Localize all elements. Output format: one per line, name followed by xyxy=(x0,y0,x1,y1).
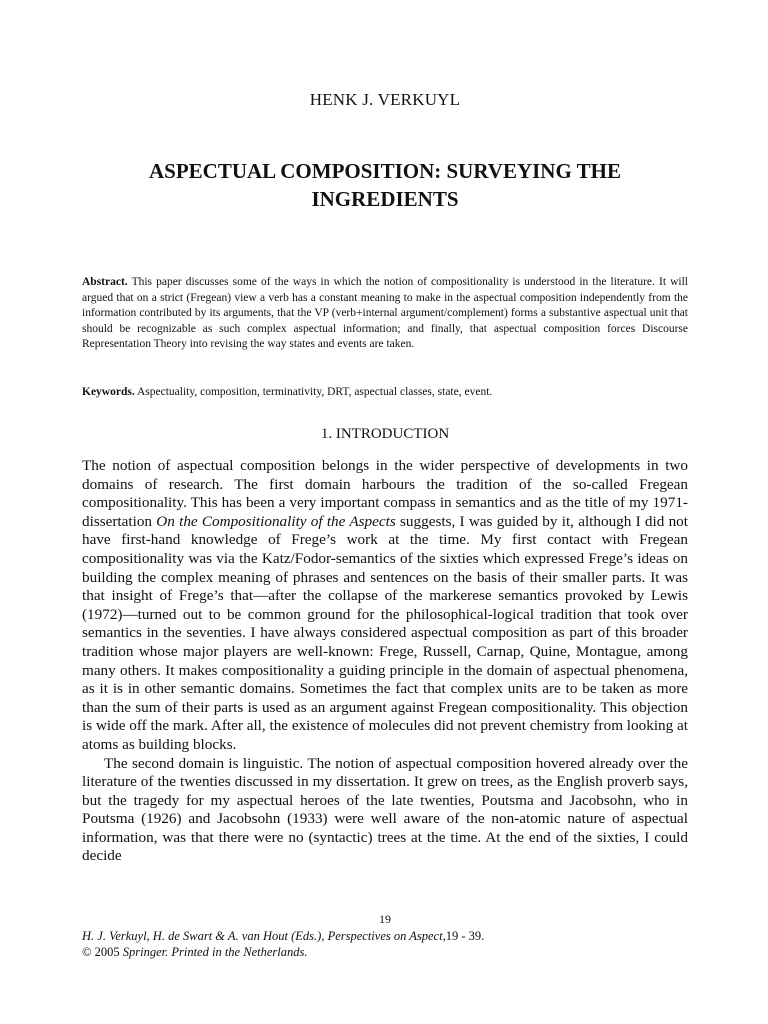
footer-citation xyxy=(82,928,688,960)
dissertation-title: On the Compositionality of the Aspects xyxy=(156,512,396,530)
author-name: HENK J. VERKUYL xyxy=(309,90,461,109)
abstract-label: Abstract. xyxy=(82,276,128,288)
body-text xyxy=(82,457,688,866)
citation-text: H. J. Verkuyl, H. de Swart & A. van Hout (Eds.), Perspectives on Aspect, xyxy=(82,929,446,943)
keywords xyxy=(82,385,688,401)
section-heading: 1. INTRODUCTION xyxy=(320,426,450,442)
title-line-1: ASPECTUAL COMPOSITION: SURVEYING THE xyxy=(148,159,622,183)
citation-pages: 19 - 39. xyxy=(445,929,485,943)
citation-line xyxy=(82,928,688,944)
paragraph-2: The second domain is linguistic. The notion of aspectual composition hovered already over the literature of the twenties discussed in my dissertation. It grew on trees, as the English proverb says, but the tragedy for my aspectual heroes of the late twenties, Poutsma and Jacobsohn, who in Poutsma (1926) and Jacobsohn (1933) were well aware of the non-atomic nature of aspectual information, was that there were no (syntactic) trees at the time. At the end of the sixties, I could decide xyxy=(82,754,688,865)
title-line-2: INGREDIENTS xyxy=(311,187,459,211)
paragraph-1-start: The notion of aspectual composition belongs in the wider perspective of developments in two domains of research. The first domain harbours the tradition of the so-called Fregean compositionality. This has been a very important compass in semantics and as the title of my 1971- dissertation xyxy=(82,457,688,530)
paragraph-1-rest: suggests, I was guided by it, although I did not have first-hand knowledge of Frege’s work at the time. My first contact with Fregean compositionality was via the Katz/Fodor-semantics of the sixties which expressed Frege’s ideas on building the complex meaning of phrases and sentences on the basis of their smaller parts. It was that insight of Frege’s that—after the collapse of the markerese semantics provoked by Lewis (1972)—turned out to be common ground for the philosophical-logical tradition that took over semantics in the seventies. I have always considered aspectual composition as part of this broader tradition whose major players are well-known: Frege, Russell, Carnap, Quine, Montague, among many others. It makes compositionality a guiding principle in the domain of aspectual phenomena, as it is in other semantic domains. Sometimes the fact that complex units are to be taken as more than the sum of their parts is used as an argument against Fregean compositionality. This objection is wide off the mark. After all, the existence of molecules did not prevent chemistry from looking at atoms as building blocks. xyxy=(82,512,688,753)
paper-title xyxy=(82,157,688,213)
paragraph-1 xyxy=(82,457,688,755)
abstract xyxy=(82,275,688,353)
keywords-label: Keywords. xyxy=(82,386,135,398)
copyright-year: © 2005 xyxy=(82,945,120,959)
abstract-text: This paper discusses some of the ways in which the notion of compositionality is understood in the literature. It will argued that on a strict (Fregean) view a verb has a constant meaning to make in the aspectual composition independently from the information contributed by its arguments, that the VP (verb+internal argument/complement) forms a substantive aspectual unit that should be recognizable as such complex aspectual information; and finally, that aspectual composition forces Discourse Representation Theory into revising the way states and events are taken. xyxy=(82,276,688,350)
copyright-publisher: Springer. Printed in the Netherlands. xyxy=(122,945,308,959)
page-number: 19 xyxy=(379,912,391,926)
keywords-text: Aspectuality, composition, terminativity, DRT, aspectual classes, state, event. xyxy=(136,386,493,398)
copyright-line xyxy=(82,944,688,960)
